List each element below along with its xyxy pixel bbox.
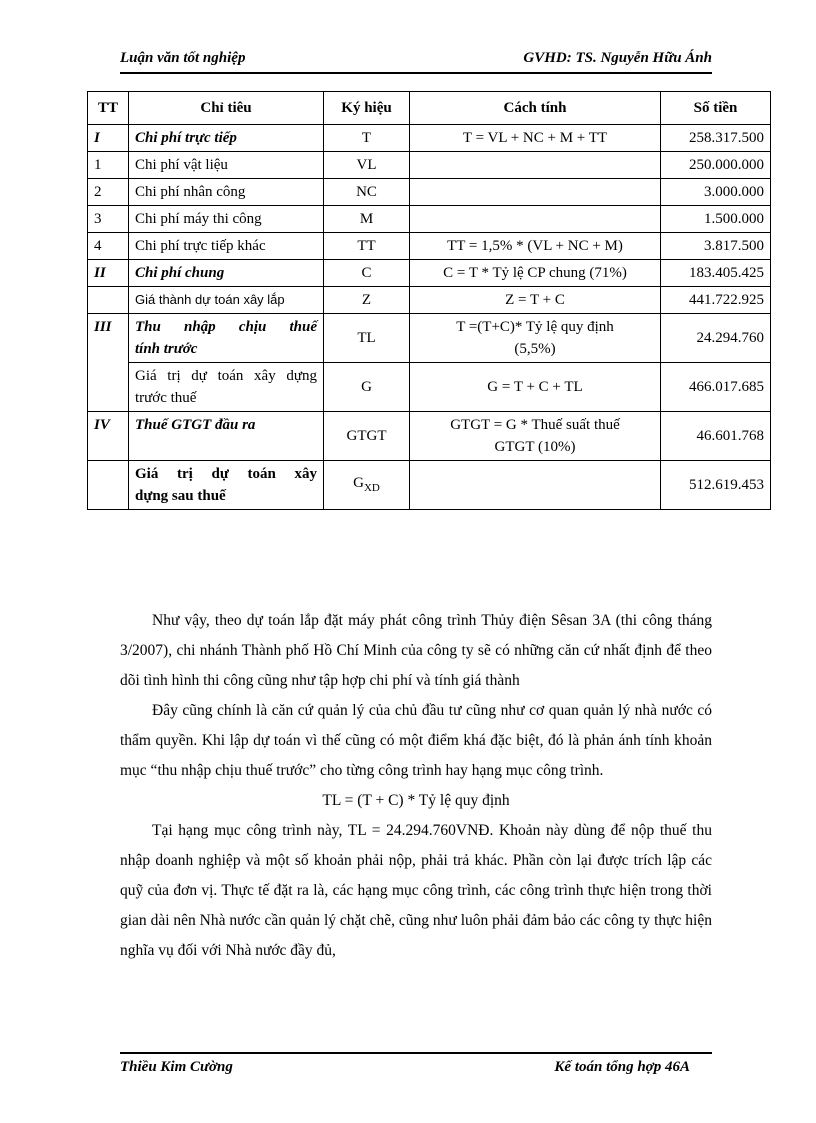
row-amount: 466.017.685	[661, 363, 771, 412]
footer-class: Kế toán tổng hợp 46A	[554, 1059, 690, 1075]
row-formula	[410, 412, 661, 461]
col-header-tt: TT	[88, 92, 129, 125]
table-row	[88, 152, 771, 179]
row-item: Giá thành dự toán xây lắp	[129, 287, 324, 314]
row-symbol: GTGT	[324, 412, 410, 461]
row-formula	[410, 461, 661, 510]
row-formula: Z = T + C	[410, 287, 661, 314]
row-item	[129, 314, 324, 363]
table-row	[88, 125, 771, 152]
row-item-line1: Giá trị dự toán xây dựng	[135, 368, 317, 384]
row-formula: TT = 1,5% * (VL + NC + M)	[410, 233, 661, 260]
row-number	[88, 287, 129, 314]
row-item-line1: Thu nhập chịu thuế	[135, 319, 317, 335]
col-header-formula: Cách tính	[410, 92, 661, 125]
body-text	[120, 606, 712, 966]
table-row	[88, 287, 771, 314]
table-row	[88, 461, 771, 510]
row-amount: 3.000.000	[661, 179, 771, 206]
row-formula	[410, 314, 661, 363]
table-row	[88, 206, 771, 233]
row-number	[88, 461, 129, 510]
symbol-subscript: XD	[363, 481, 380, 494]
col-header-symbol: Ký hiệu	[324, 92, 410, 125]
row-symbol: TL	[324, 314, 410, 363]
col-header-item: Chỉ tiêu	[129, 92, 324, 125]
row-number: 1	[88, 152, 129, 179]
row-formula-line1: T =(T+C)* Tỷ lệ quy định	[456, 319, 614, 335]
row-item: Chi phí trực tiếp	[129, 125, 324, 152]
row-symbol: M	[324, 206, 410, 233]
row-amount: 46.601.768	[661, 412, 771, 461]
symbol-main: G	[353, 474, 364, 491]
row-number: IV	[88, 412, 129, 461]
row-item-line2: trước thuế	[135, 390, 197, 406]
row-symbol: TT	[324, 233, 410, 260]
row-formula	[410, 179, 661, 206]
row-symbol: NC	[324, 179, 410, 206]
table-row	[88, 314, 771, 363]
row-number: III	[88, 314, 129, 412]
row-item-line2: tính trước	[135, 341, 198, 357]
row-number: II	[88, 260, 129, 287]
table-row	[88, 363, 771, 412]
row-symbol	[324, 461, 410, 510]
row-item	[129, 461, 324, 510]
row-amount: 3.817.500	[661, 233, 771, 260]
row-item: Thuế GTGT đầu ra	[129, 412, 324, 461]
row-formula-line2: GTGT (10%)	[494, 439, 576, 455]
formula-line: TL = (T + C) * Tỷ lệ quy định	[322, 792, 510, 809]
row-formula: G = T + C + TL	[410, 363, 661, 412]
row-item: Chi phí chung	[129, 260, 324, 287]
row-formula-line2: (5,5%)	[514, 341, 556, 357]
row-formula	[410, 206, 661, 233]
page-header	[120, 46, 712, 74]
row-amount: 250.000.000	[661, 152, 771, 179]
row-item	[129, 363, 324, 412]
row-number: I	[88, 125, 129, 152]
paragraph: Như vậy, theo dự toán lắp đặt máy phát công trình Thủy điện Sêsan 3A (thi công tháng 3/2007), chi nhánh Thành phố Hồ Chí Minh của công ty sẽ có những căn cứ nhất định để theo dõi tình hình thi công cũng như tập hợp chi phí và tính giá thành	[120, 612, 712, 689]
row-item: Chi phí trực tiếp khác	[129, 233, 324, 260]
paragraph: Đây cũng chính là căn cứ quản lý của chủ đầu tư cũng như cơ quan quản lý nhà nước có thẩm quyền. Khi lập dự toán vì thế cũng có một điểm khá đặc biệt, đó là phản ánh tính khoản mục “thu nhập chịu thuế trước” cho từng công trình hay hạng mục công trình.	[120, 702, 712, 779]
row-item: Chi phí vật liệu	[129, 152, 324, 179]
row-amount: 24.294.760	[661, 314, 771, 363]
row-amount: 512.619.453	[661, 461, 771, 510]
footer-author: Thiều Kim Cường	[120, 1059, 233, 1075]
row-symbol: VL	[324, 152, 410, 179]
row-item: Chi phí máy thi công	[129, 206, 324, 233]
table-row	[88, 260, 771, 287]
row-formula: T = VL + NC + M + TT	[410, 125, 661, 152]
table-row	[88, 233, 771, 260]
row-symbol: C	[324, 260, 410, 287]
row-amount: 1.500.000	[661, 206, 771, 233]
row-formula-line1: GTGT = G * Thuế suất thuế	[450, 417, 620, 433]
header-thesis-title: Luận văn tốt nghiệp	[120, 50, 246, 66]
row-item: Chi phí nhân công	[129, 179, 324, 206]
row-formula: C = T * Tỷ lệ CP chung (71%)	[410, 260, 661, 287]
row-number: 3	[88, 206, 129, 233]
cost-estimate-table	[87, 91, 771, 510]
row-number: 2	[88, 179, 129, 206]
row-amount: 441.722.925	[661, 287, 771, 314]
row-symbol: G	[324, 363, 410, 412]
row-number: 4	[88, 233, 129, 260]
table-row	[88, 412, 771, 461]
table-header-row	[88, 92, 771, 125]
row-formula	[410, 152, 661, 179]
table-row	[88, 179, 771, 206]
paragraph: Tại hạng mục công trình này, TL = 24.294.760VNĐ. Khoản này dùng để nộp thuế thu nhập doanh nghiệp và một số khoản phải nộp, phải trả khác. Phần còn lại được trích lập các quỹ của đơn vị. Thực tế đặt ra là, các hạng mục công trình, các công trình thực hiện trong thời gian dài nên Nhà nước cần quản lý chặt chẽ, cũng như luôn phải đảm bảo các công ty thực hiện nghĩa vụ đối với Nhà nước đầy đủ,	[120, 822, 712, 959]
row-amount: 183.405.425	[661, 260, 771, 287]
page-footer	[120, 1052, 712, 1080]
row-symbol: Z	[324, 287, 410, 314]
row-amount: 258.317.500	[661, 125, 771, 152]
header-supervisor: GVHD: TS. Nguyễn Hữu Ánh	[523, 50, 712, 66]
row-symbol: T	[324, 125, 410, 152]
col-header-amount: Số tiền	[661, 92, 771, 125]
row-item-line1: Giá trị dự toán xây	[135, 466, 317, 482]
row-item-line2: dựng sau thuế	[135, 488, 226, 504]
